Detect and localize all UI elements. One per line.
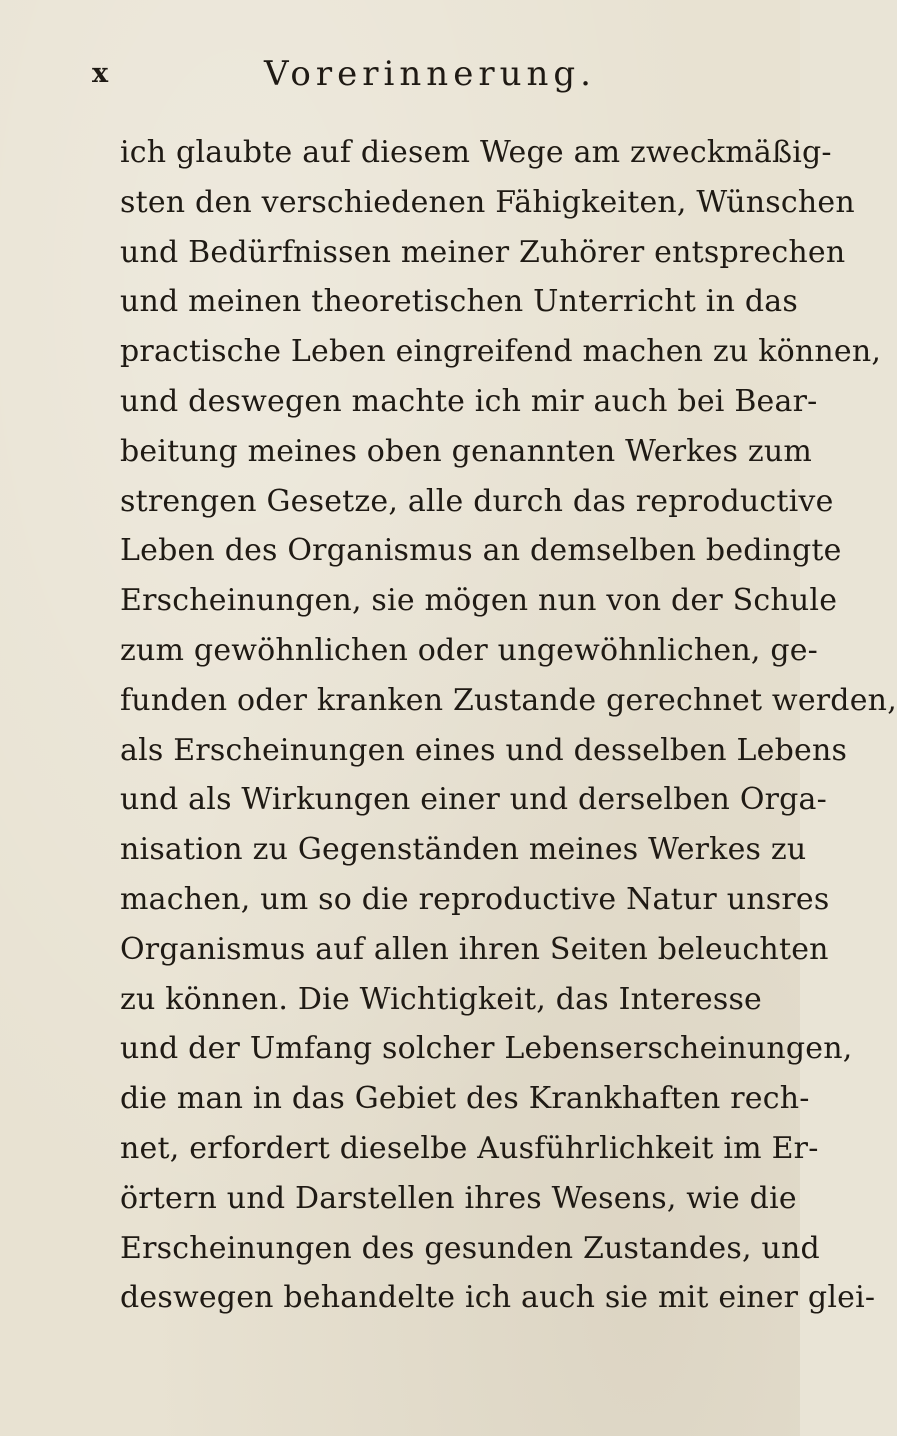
text-line: und meinen theoretischen Unterricht in das <box>120 284 798 320</box>
text-line: und als Wirkungen einer und derselben Orga- <box>120 782 827 818</box>
text-line: nisation zu Gegenständen meines Werkes zu <box>120 832 807 868</box>
text-line: Organismus auf allen ihren Seiten beleuchten <box>120 931 829 967</box>
text-line: zum gewöhnlichen oder ungewöhnlichen, ge- <box>120 632 819 668</box>
text-line: net, erfordert dieselbe Ausführlichkeit im Er- <box>120 1130 819 1166</box>
text-line: zu können. Die Wichtigkeit, das Interesse <box>120 981 763 1017</box>
text-line: und deswegen machte ich mir auch bei Bear- <box>120 383 818 419</box>
text-line: als Erscheinungen eines und desselben Lebens <box>120 732 848 768</box>
text-line: Erscheinungen, sie mögen nun von der Schule <box>120 583 838 619</box>
text-line: ich glaubte auf diesem Wege am zweckmäßig- <box>120 135 832 170</box>
running-title: Vorerinnerung. <box>264 54 596 94</box>
text-line: örtern und Darstellen ihres Wesens, wie die <box>120 1180 797 1216</box>
text-line: und der Umfang solcher Lebenserscheinungen, <box>120 1031 853 1067</box>
page-number: x <box>92 58 110 89</box>
text-line: deswegen behandelte ich auch sie mit einer glei- <box>120 1280 876 1316</box>
text-line: Leben des Organismus an demselben bedingte <box>120 533 842 569</box>
text-line: und Bedürfnissen meiner Zuhörer entsprechen <box>120 234 846 270</box>
text-line: beitung meines oben genannten Werkes zum <box>120 433 813 469</box>
text-line: sten den verschiedenen Fähigkeiten, Wünschen <box>120 184 855 220</box>
text-line: strengen Gesetze, alle durch das reproductive <box>120 483 834 519</box>
text-line: funden oder kranken Zustande gerechnet werden, <box>120 682 897 718</box>
body-text <box>120 128 897 1323</box>
text-line: machen, um so die reproductive Natur unsres <box>120 881 830 917</box>
text-line: Erscheinungen des gesunden Zustandes, und <box>120 1230 820 1266</box>
text-line: practische Leben eingreifend machen zu können, <box>120 334 882 370</box>
text-line: die man in das Gebiet des Krankhaften rech- <box>120 1081 810 1117</box>
page-header <box>92 54 712 110</box>
